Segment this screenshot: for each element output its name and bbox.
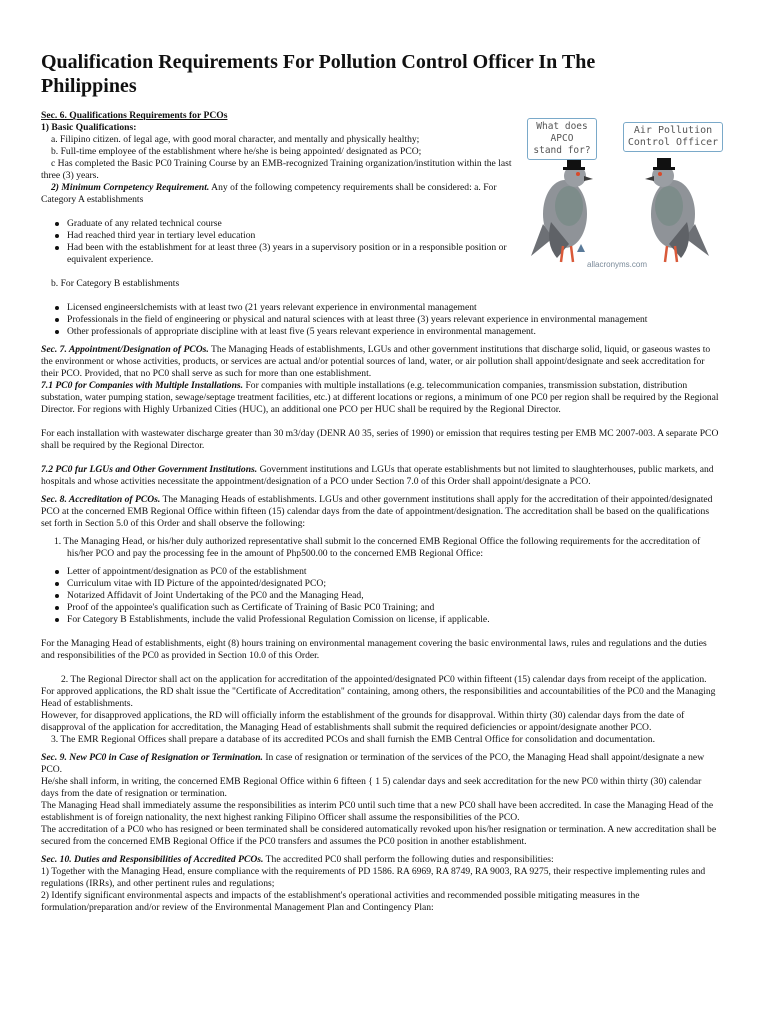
requirements-list	[41, 566, 721, 626]
sec6-item-c-text: c Has completed the Basic PC0 Training Course by an EMB-recognized Training organization/institution within the last three (3) years.	[41, 158, 512, 181]
sec6-item-b: b. Full-time employee of the establishment where he/she is being appointed/ designated as PCO;	[51, 146, 422, 157]
sec10-duty-2: 2) Identify significant environmental aspects and impacts of the establishment's operational activities and recommended possible mitigating measures in the formulation/preparation and/or review of the Environmental Management Plan and Contingency Plan:	[41, 890, 640, 913]
sec7-text: The Managing Heads of establishments, LGUs and other government institutions that discharge solid, liquid, or gaseous wastes to the environment or whose activities, products, or services are actual and/or potential sources of land, water, or air pollution shall appoint/designate and seek accreditation for their PCO. Provided, that no PC0 shall serve as such for more than one establishment.	[41, 344, 711, 379]
sec8-text: The Managing Heads of establishments. LGUs and other government institutions shall apply for the accreditation of their appointed/designated PCO at the concerned EMB Regional Office within fifteen (15) calendar days from the date of appointment/designation. The accreditation shall be based on the qualifications set forth in Section 5.0 of this Order and shall observe the following:	[41, 494, 713, 529]
logo-text: allacronyms.com	[587, 260, 648, 269]
sec6-heading: Sec. 6. Qualifications Requirements for PCOs	[41, 110, 228, 121]
list-item: Curriculum vitae with ID Picture of the appointed/designated PCO;	[41, 578, 721, 590]
section-9	[41, 752, 721, 848]
sec71-text: For companies with multiple installations (e.g. telecommunication companies, transmission substation, distribution substation, water pumping station, sewage/septage treatment facilities, etc.) at different locations or regions, a minimum of one PC0 per region shall be required by the Regional Director. For regions with Highly Urbanized Cities (HUC), an additional one PCO per HUC shall be required by the Regional Director.	[41, 380, 719, 415]
sec6-competency-label: 2) Minimum Cornpetency Requirement.	[51, 182, 210, 193]
sec7-label: Sec. 7. Appointment/Designation of PCOs.	[41, 344, 209, 355]
category-b-label: b. For Category B establishments	[51, 278, 180, 289]
section-7	[41, 344, 721, 488]
sec72-text: Government institutions and LGUs that operate establishments but not limited to slaughterhouses, public markets, and hospitals and whose activities necessitate the appointment/designation of a PCO under Section 7.0 of this Order shall appoint/designate a PCO.	[41, 464, 714, 487]
sec71-paragraph	[41, 380, 721, 416]
bubble-left-line: APCO	[550, 133, 574, 144]
sec6-competency	[41, 182, 517, 206]
list-item: Had reached third year in tertiary level education	[41, 230, 517, 242]
list-item: Notarized Affidavit of Joint Undertaking of the PC0 and the Managing Head,	[41, 590, 721, 602]
sec7-wastewater-paragraph: For each installation with wastewater discharge greater than 30 m3/day (DENR A0 35, series of 1990) or emission that requires testing per EMB MC 2007-003. A separate PCO shall be required by the Regional Director.	[41, 428, 719, 451]
list-item: Licensed engineerslchemists with at least two (21 years relevant experience in environmental management	[41, 302, 721, 314]
sec8-item-2-text: 2. The Regional Director shall act on the application for accreditation of the appointed/designated PC0 within fifteent (15) calendar days from receipt of the application. For approved applications, the RD shalt issue the "Certificate of Accreditation" containing, among others, the responsibilities and accountabilities of the PC0 and the Managing Head of establishments.	[41, 674, 716, 709]
category-b-list	[41, 302, 721, 338]
sec72-paragraph	[41, 464, 721, 488]
sec8-list	[41, 536, 721, 560]
section-8	[41, 494, 721, 746]
list-item: Had been with the establishment for at least three (3) years in a supervisory position or in a responsible position or equivalent experience.	[41, 242, 517, 266]
sec71-label: 7.1 PC0 for Companies with Multiple Installations.	[41, 380, 244, 391]
sec8-item-3: 3. The EMR Regional Offices shall prepare a database of its accredited PCOs and shall furnish the EMB Central Office for consolidation and documentation.	[51, 734, 655, 745]
bubble-left-line: What does	[536, 121, 588, 132]
sec9-p1: He/she shall inform, in writing, the concerned EMB Regional Office within 6 fifteen { 1 5) calendar days and seek accreditation for the new PC0 within thirty (30) calendar days from the date of resignation or termination.	[41, 776, 702, 799]
sec9-p2: The Managing Head shall immediately assume the responsibilities as interim PC0 until such time that a new PC0 shall have been accredited. In case the Managing Head of the establishment is of foreign nationality, the next highest ranking Filipino Officer shall assume the responsibilities of the PCO.	[41, 800, 714, 823]
list-item: For Category B Establishments, include the valid Professional Regulation Comission on license, if applicable.	[41, 614, 721, 626]
sec10-text: The accredited PC0 shall perform the following duties and responsibilities:	[263, 854, 554, 865]
sec6-item-a: a. Filipino citizen. of legal age, with good moral character, and mentally and physically healthy;	[51, 134, 420, 145]
list-item: Other professionals of appropriate discipline with at least five (5 years relevant experience in environmental management.	[41, 326, 721, 338]
sec8-however-paragraph: However, for disapproved applications, the RD will officially inform the establishment of the grounds for disapproval. Within thirty (30) calendar days from the date of disapproval of the application for accreditation, the Managing Head of establishments shall submit the required deficiencies or appoint/designate another PCO.	[41, 710, 685, 733]
bubble-right-line: Control Officer	[627, 137, 719, 148]
sec10-paragraph	[41, 854, 721, 866]
section-10	[41, 854, 721, 914]
bubble-left-line: stand for?	[533, 145, 591, 156]
sec6-item-c	[41, 158, 517, 182]
bubble-right-line: Air Pollution	[633, 125, 713, 136]
sec9-text: In case of resignation or termination of the services of the PCO, the Managing Head shall appoint/designate a new PCO.	[41, 752, 705, 775]
list-item: Graduate of any related technical course	[41, 218, 517, 230]
sec7-paragraph	[41, 344, 721, 380]
sec10-label: Sec. 10. Duties and Responsibilities of Accredited PCOs.	[41, 854, 264, 865]
sec8-paragraph	[41, 494, 721, 530]
sec8-training-paragraph: For the Managing Head of establishments, eight (8) hours training on environmental management covering the basic environmental laws, rules and regulations and the duties and responsibilities of the PC0 as provided in Section 10.0 of this Order.	[41, 638, 707, 661]
list-item: 1. The Managing Head, or his/her duly authorized representative shall submit lo the concerned EMB Regional Office the following requirements for the accreditation of his/her PCO and pay the processing fee in the amount of Php500.00 to the concerned EMB Regional Office:	[54, 536, 701, 559]
list-item: Proof of the appointee's qualification such as Certificate of Training of Basic PC0 Training; and	[41, 602, 721, 614]
sec6-basic-qualifications: 1) Basic Qualifications:	[41, 122, 137, 133]
section-6	[41, 110, 721, 338]
sec9-p3: The accreditation of a PC0 who has resigned or been terminated shall be considered automatically revoked upon his/her resignation or termination. A new accreditation shall be secured from the concerned EMB Regional Office if the PC0 transfers and assumes the PC0 position in another establishment.	[41, 824, 717, 847]
sec9-label: Sec. 9. New PC0 in Case of Resignation or Termination.	[41, 752, 263, 763]
page-title: Qualification Requirements For Pollution Control Officer In The Philippines	[41, 51, 596, 97]
list-item: Professionals in the field of engineering or physical and natural sciences with at least three (3) years relevant experience in environmental management	[41, 314, 721, 326]
sec8-item-2	[41, 674, 721, 710]
category-a-list	[41, 218, 517, 266]
list-item: Letter of appointment/designation as PC0 of the establishment	[41, 566, 721, 578]
sec8-label: Sec. 8. Accreditation of PCOs.	[41, 494, 161, 505]
sec10-duty-1: 1) Together with the Managing Head, ensure compliance with the requirements of PD 1586. RA 6969, RA 8749, RA 9003, RA 9275, their respective implementing rules and regulations (IRRs), and other pertinent rules and regulations;	[41, 866, 706, 889]
sec9-paragraph	[41, 752, 721, 776]
sec72-label: 7.2 PC0 fur LGUs and Other Government Institutions.	[41, 464, 258, 475]
sec6-competency-text: Any of the following competency requirements shall be considered: a. For Category A establishments	[41, 182, 497, 205]
document	[41, 50, 721, 914]
